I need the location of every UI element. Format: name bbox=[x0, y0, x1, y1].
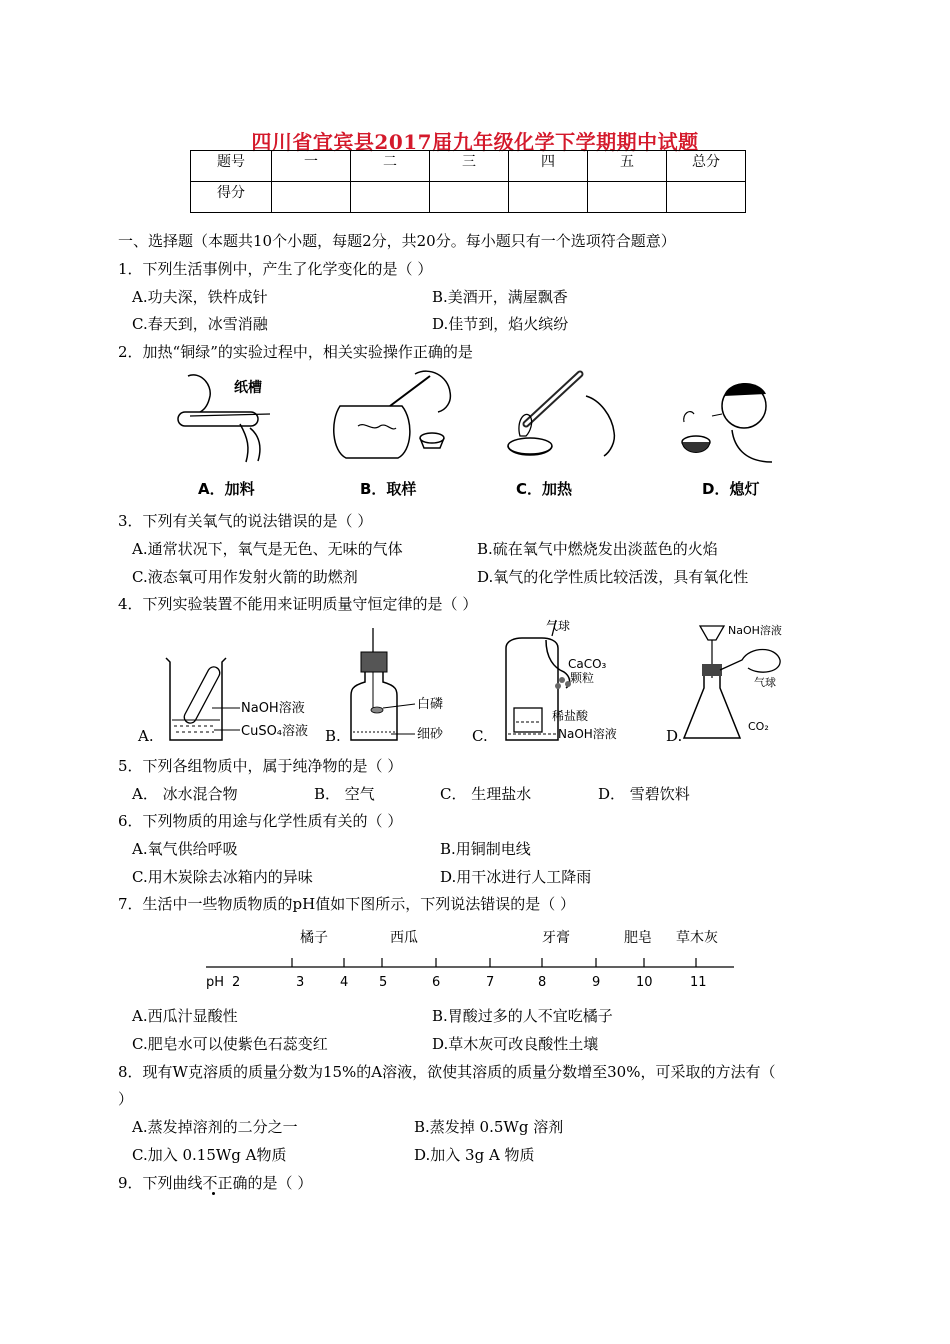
q2-stem: 2．加热“铜绿”的实验过程中，相关实验操作正确的是 bbox=[118, 343, 473, 361]
section-heading: 一、选择题（本题共10个小题，每题2分，共20分。每小题只有一个选项符合题意） bbox=[118, 232, 676, 250]
q3-stem: 3．下列有关氧气的说法错误的是（ ） bbox=[118, 512, 373, 530]
q4-b-sand-label: 细砂 bbox=[417, 727, 444, 742]
q7-ph-prefix: pH bbox=[206, 975, 225, 990]
q4-c-hcl-label: 稀盐酸 bbox=[552, 709, 589, 723]
q4-c-caco3-label: CaCO₃ bbox=[568, 657, 607, 671]
q7-tick-10: 10 bbox=[636, 975, 653, 990]
q7-label-soap: 肥皂 bbox=[624, 930, 652, 946]
score-header-cell: 总分 bbox=[667, 151, 746, 182]
q3-option-b: B.硫在氧气中燃烧发出淡蓝色的火焰 bbox=[477, 540, 718, 558]
q8-option-c: C.加入 0.15Wg A物质 bbox=[132, 1146, 287, 1164]
q4-d-co2-label: CO₂ bbox=[748, 720, 769, 733]
emphasis-dot bbox=[212, 1192, 215, 1195]
q6-option-c: C.用木炭除去冰箱内的异味 bbox=[132, 868, 313, 886]
q7-tick-8: 8 bbox=[538, 975, 547, 990]
q4-d-naoh-label: NaOH溶液 bbox=[728, 624, 782, 637]
q7-tick-5: 5 bbox=[379, 975, 388, 990]
q7-ph-scale bbox=[196, 922, 746, 994]
score-table-score-row bbox=[191, 182, 746, 213]
q7-label-toothpaste: 牙膏 bbox=[542, 930, 570, 946]
q5-stem: 5．下列各组物质中，属于纯净物的是（ ） bbox=[118, 757, 403, 775]
q7-tick-2: 2 bbox=[232, 975, 241, 990]
score-cell bbox=[430, 182, 509, 213]
q1-stem: 1．下列生活事例中，产生了化学变化的是（ ） bbox=[118, 260, 433, 278]
score-cell bbox=[351, 182, 430, 213]
score-header-cell: 题号 bbox=[191, 151, 272, 182]
q4-option-d: D. bbox=[666, 727, 683, 745]
q1-option-b: B.美酒开，满屋飘香 bbox=[432, 288, 568, 306]
q2-figure-a-adding bbox=[170, 366, 282, 464]
score-header-cell: 二 bbox=[351, 151, 430, 182]
q2-figure-b-sampling bbox=[320, 366, 470, 466]
q4-figure-c-jar bbox=[496, 618, 626, 746]
q1-option-a: A.功夫深，铁杵成针 bbox=[132, 288, 268, 306]
q2-caption-c: C．加热 bbox=[516, 480, 573, 498]
score-cell bbox=[272, 182, 351, 213]
q7-option-c: C.肥皂水可以使紫色石蕊变红 bbox=[132, 1035, 328, 1053]
q1-option-c: C.春天到，冰雪消融 bbox=[132, 315, 268, 333]
q4-figure-d-conical-flask bbox=[680, 620, 800, 746]
q7-option-b: B.胃酸过多的人不宜吃橘子 bbox=[432, 1007, 613, 1025]
q2-caption-d: D．熄灯 bbox=[702, 480, 760, 498]
q6-option-d: D.用干冰进行人工降雨 bbox=[440, 868, 592, 886]
q7-tick-4: 4 bbox=[340, 975, 349, 990]
q4-b-phosphorus-label: 白磷 bbox=[417, 697, 444, 712]
q3-option-c: C.液态氧可用作发射火箭的助燃剂 bbox=[132, 568, 358, 586]
page-title: 四川省宜宾县2017届九年级化学下学期期中试题 bbox=[251, 130, 699, 154]
q7-option-d: D.草木灰可改良酸性土壤 bbox=[432, 1035, 599, 1053]
q2-caption-a: A．加料 bbox=[198, 480, 255, 498]
q6-option-a: A.氧气供给呼吸 bbox=[132, 840, 238, 858]
q5-option-c: C． 生理盐水 bbox=[440, 785, 532, 803]
q3-option-a: A.通常状况下，氧气是无色、无味的气体 bbox=[132, 540, 403, 558]
q4-figure-a-beaker bbox=[156, 650, 316, 746]
score-header-cell: 五 bbox=[588, 151, 667, 182]
score-header-cell: 四 bbox=[509, 151, 588, 182]
score-row-label: 得分 bbox=[191, 182, 272, 213]
q4-a-naoh-label: NaOH溶液 bbox=[241, 701, 305, 716]
q4-option-b: B. bbox=[325, 727, 341, 745]
q7-option-a: A.西瓜汁显酸性 bbox=[132, 1007, 238, 1025]
q7-label-plant-ash: 草木灰 bbox=[676, 930, 718, 946]
q6-option-b: B.用铜制电线 bbox=[440, 840, 531, 858]
q5-option-b: B． 空气 bbox=[314, 785, 375, 803]
q7-stem: 7．生活中一些物质物质的pH值如下图所示，下列说法错误的是（ ） bbox=[118, 895, 575, 913]
q8-option-b: B.蒸发掉 0.5Wg 溶剂 bbox=[414, 1118, 564, 1136]
q8-option-a: A.蒸发掉溶剂的二分之一 bbox=[132, 1118, 298, 1136]
q3-option-d: D.氧气的化学性质比较活泼，具有氧化性 bbox=[477, 568, 749, 586]
q1-option-d: D.佳节到，焰火缤纷 bbox=[432, 315, 569, 333]
q7-label-orange: 橘子 bbox=[300, 930, 328, 946]
q4-a-cuso4-label: CuSO₄溶液 bbox=[241, 724, 309, 739]
q4-c-granule-label: 颗粒 bbox=[570, 671, 595, 685]
q4-figure-b-flask bbox=[345, 628, 475, 746]
q5-option-a: A． 冰水混合物 bbox=[132, 785, 238, 803]
q4-c-balloon-label: 气球 bbox=[546, 619, 571, 633]
score-table bbox=[190, 150, 746, 213]
score-table-header-row bbox=[191, 151, 746, 182]
q7-tick-3: 3 bbox=[296, 975, 305, 990]
q8-stem: 8．现有W克溶质的质量分数为15%的A溶液，欲使其溶质的质量分数增至30%，可采取的方法有（ bbox=[118, 1063, 776, 1081]
score-header-cell: 一 bbox=[272, 151, 351, 182]
q8-stem-end: ） bbox=[118, 1090, 134, 1108]
q5-option-d: D． 雪碧饮料 bbox=[598, 785, 690, 803]
score-header-cell: 三 bbox=[430, 151, 509, 182]
q7-tick-7: 7 bbox=[486, 975, 495, 990]
q2-figure-c-heating bbox=[500, 366, 630, 466]
q7-tick-9: 9 bbox=[592, 975, 601, 990]
q6-stem: 6．下列物质的用途与化学性质有关的（ ） bbox=[118, 812, 403, 830]
q4-d-balloon-label: 气球 bbox=[754, 676, 776, 689]
q4-option-a: A. bbox=[138, 727, 154, 745]
q7-tick-11: 11 bbox=[690, 975, 707, 990]
q2-caption-b: B．取样 bbox=[360, 480, 417, 498]
q7-label-watermelon: 西瓜 bbox=[390, 930, 418, 946]
q8-option-d: D.加入 3g A 物质 bbox=[414, 1146, 535, 1164]
q7-tick-6: 6 bbox=[432, 975, 441, 990]
q4-option-c: C. bbox=[472, 727, 488, 745]
q4-c-naoh-label: NaOH溶液 bbox=[558, 727, 617, 741]
score-cell bbox=[509, 182, 588, 213]
score-cell bbox=[667, 182, 746, 213]
q2-figure-d-extinguishing bbox=[672, 366, 782, 466]
score-cell bbox=[588, 182, 667, 213]
q9-stem: 9．下列曲线不正确的是（ ） bbox=[118, 1174, 313, 1192]
q2-paper-label: 纸槽 bbox=[234, 380, 262, 396]
q4-stem: 4．下列实验装置不能用来证明质量守恒定律的是（ ） bbox=[118, 595, 478, 613]
